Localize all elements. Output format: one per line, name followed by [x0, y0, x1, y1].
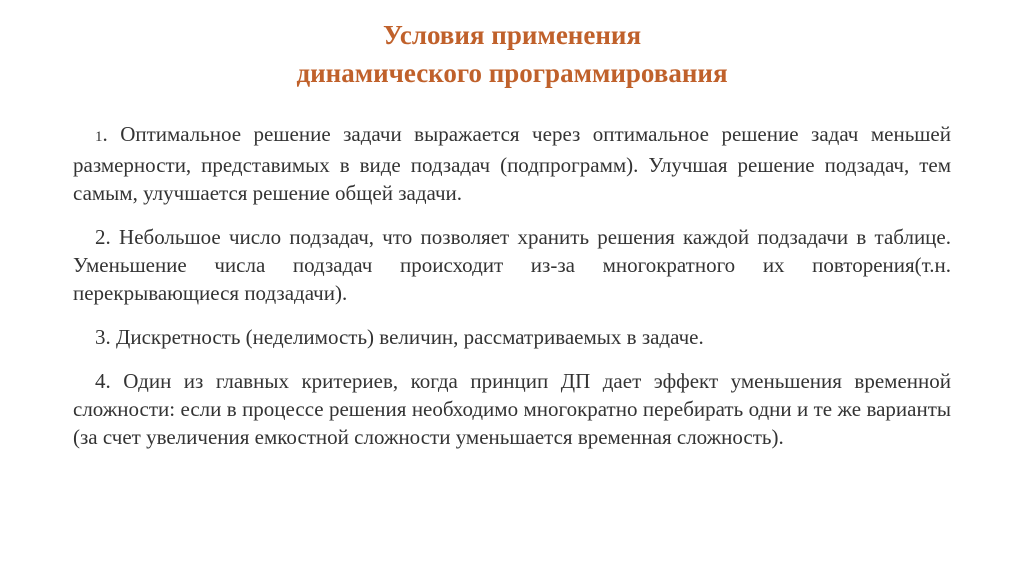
slide-title-line-1: Условия применения	[382, 20, 642, 50]
condition-text: . Один из главных критериев, когда принцип ДП дает эффект уменьшения временной сложности: если в процессе решения необходимо многократно перебирать одни и те же варианты (за счет увеличения емкостной сложности уменьшается временная сложность).	[73, 369, 951, 449]
condition-item-2	[73, 223, 951, 307]
condition-number: 4	[95, 369, 106, 393]
condition-item-1	[73, 120, 951, 207]
condition-item-4	[73, 367, 951, 451]
slide-title-line-2: динамического программирования	[296, 58, 728, 88]
condition-number: 3	[95, 325, 106, 349]
condition-number: 1	[95, 129, 103, 145]
condition-number: 2	[95, 225, 106, 249]
condition-text: . Оптимальное решение задачи выражается через оптимальное решение задач меньшей размерности, представимых в виде подзадач (подпрограмм). Улучшая решение подзадач, тем самым, улучшается решение общей задачи.	[73, 122, 951, 205]
condition-text: . Небольшое число подзадач, что позволяет хранить решения каждой подзадачи в таблице. Уменьшение числа подзадач происходит из-за многократного их повторения(т.н. перекрывающиеся подзадачи).	[73, 225, 951, 305]
conditions-list	[73, 120, 951, 467]
condition-text: . Дискретность (неделимость) величин, рассматриваемых в задаче.	[105, 325, 704, 349]
slide-title	[0, 16, 1024, 92]
condition-item-3	[73, 323, 951, 351]
